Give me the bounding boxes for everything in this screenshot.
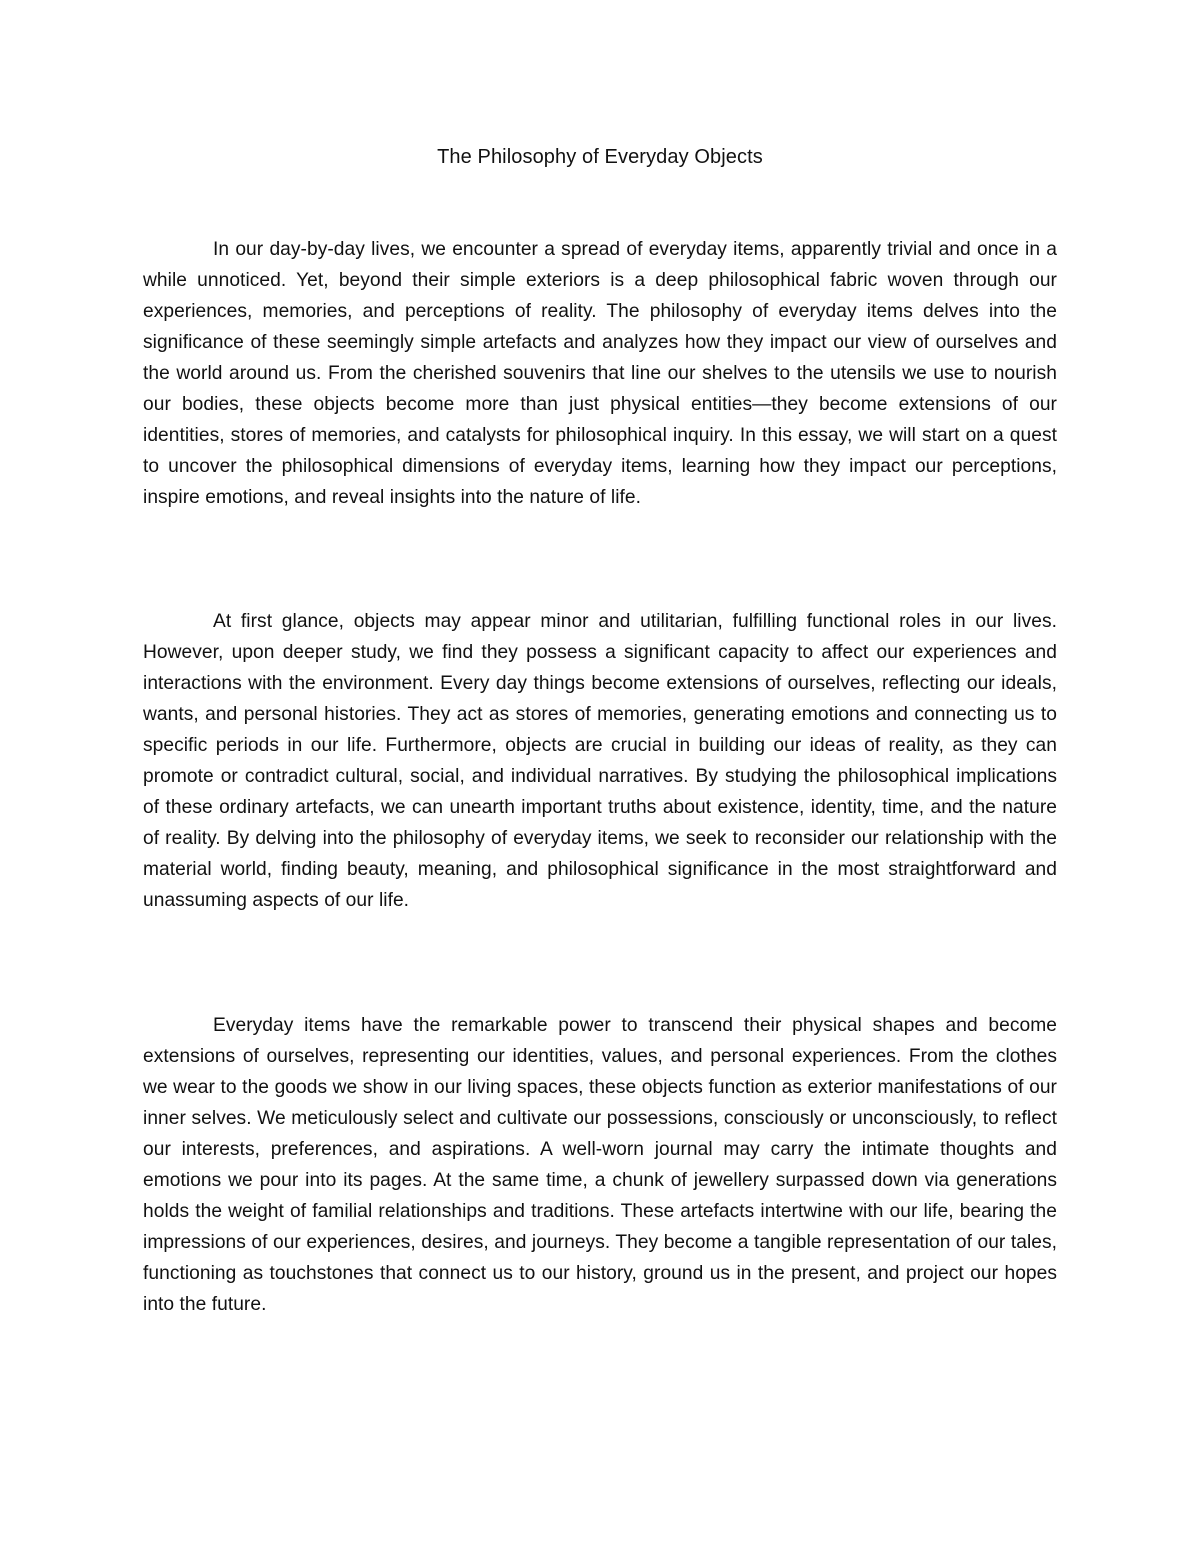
- page-title: The Philosophy of Everyday Objects: [437, 146, 763, 168]
- paragraph-3: Everyday items have the remarkable power to transcend their physical shapes and become extensions of ourselves, representing our identities, values, and personal experiences. From the clothes we wear to the goods we show in our living spaces, these objects function as exterior manifestations of our inner selves. We meticulously select and cultivate our possessions, consciously or unconsciously, to reflect our interests, preferences, and aspirations. A well-worn journal may carry the intimate thoughts and emotions we pour into its pages. At the same time, a chunk of jewellery surpassed down via generations holds the weight of familial relationships and traditions. These artefacts intertwine with our life, bearing the impressions of our experiences, desires, and journeys. They become a tangible representation of our tales, functioning as touchstones that connect us to our history, ground us in the present, and project our hopes into the future.: [143, 1015, 1057, 1315]
- paragraph-1: In our day-by-day lives, we encounter a spread of everyday items, apparently trivial and once in a while unnoticed. Yet, beyond their simple exteriors is a deep philosophical fabric woven through our experiences, memories, and perceptions of reality. The philosophy of everyday items delves into the significance of these seemingly simple artefacts and analyzes how they impact our view of ourselves and the world around us. From the cherished souvenirs that line our shelves to the utensils we use to nourish our bodies, these objects become more than just physical entities—they become extensions of our identities, stores of memories, and catalysts for philosophical inquiry. In this essay, we will start on a quest to uncover the philosophical dimensions of everyday items, learning how they impact our perceptions, inspire emotions, and reveal insights into the nature of life.: [143, 239, 1057, 508]
- paragraph-2: At first glance, objects may appear minor and utilitarian, fulfilling functional roles in our lives. However, upon deeper study, we find they possess a significant capacity to affect our experiences and interactions with the environment. Every day things become extensions of ourselves, reflecting our ideals, wants, and personal histories. They act as stores of memories, generating emotions and connecting us to specific periods in our life. Furthermore, objects are crucial in building our ideas of reality, as they can promote or contradict cultural, social, and individual narratives. By studying the philosophical implications of these ordinary artefacts, we can unearth important truths about existence, identity, time, and the nature of reality. By delving into the philosophy of everyday items, we seek to reconsider our relationship with the material world, finding beauty, meaning, and philosophical significance in the most straightforward and unassuming aspects of our life.: [143, 611, 1057, 911]
